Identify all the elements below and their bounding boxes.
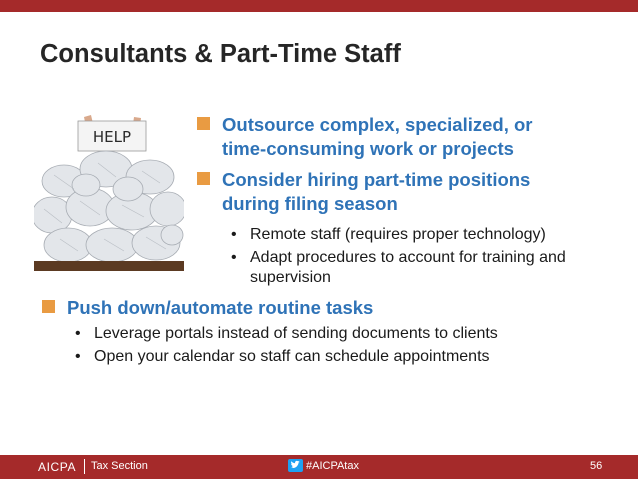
sub-bullet-dot: •	[231, 226, 237, 243]
sub-bullet-adapt-line1: Adapt procedures to account for training and	[250, 249, 566, 266]
help-paper-pile-image	[34, 111, 184, 271]
sub-bullet-remote-staff: Remote staff (requires proper technology)	[250, 226, 546, 243]
footer-section: Tax Section	[91, 460, 148, 472]
footer-divider	[84, 459, 85, 474]
page-number: 56	[590, 460, 603, 472]
sub-bullet-portals: Leverage portals instead of sending documents to clients	[94, 325, 498, 342]
bullet-part-time-line2: during filing season	[222, 193, 398, 214]
footer-bar	[0, 455, 638, 479]
aicpa-logo: AICPA	[38, 460, 77, 474]
bullet-part-time-line1: Consider hiring part-time positions	[222, 169, 531, 190]
sub-bullet-calendar: Open your calendar so staff can schedule appointments	[94, 348, 490, 365]
sub-bullet-dot: •	[75, 325, 81, 342]
bullet-square-icon	[42, 300, 55, 313]
bullet-outsource-line1: Outsource complex, specialized, or	[222, 114, 533, 135]
sub-bullet-dot: •	[75, 348, 81, 365]
twitter-icon	[288, 459, 303, 472]
top-accent-bar	[0, 0, 638, 12]
bullet-push-down: Push down/automate routine tasks	[67, 297, 374, 318]
sub-bullet-dot: •	[231, 249, 237, 266]
bullet-square-icon	[197, 172, 210, 185]
footer-hashtag: #AICPAtax	[306, 460, 359, 472]
sub-bullet-adapt-line2: supervision	[250, 269, 331, 286]
bullet-outsource-line2: time-consuming work or projects	[222, 138, 514, 159]
bullet-square-icon	[197, 117, 210, 130]
help-sign-text: HELP	[92, 128, 132, 146]
slide-title: Consultants & Part-Time Staff	[40, 40, 401, 68]
